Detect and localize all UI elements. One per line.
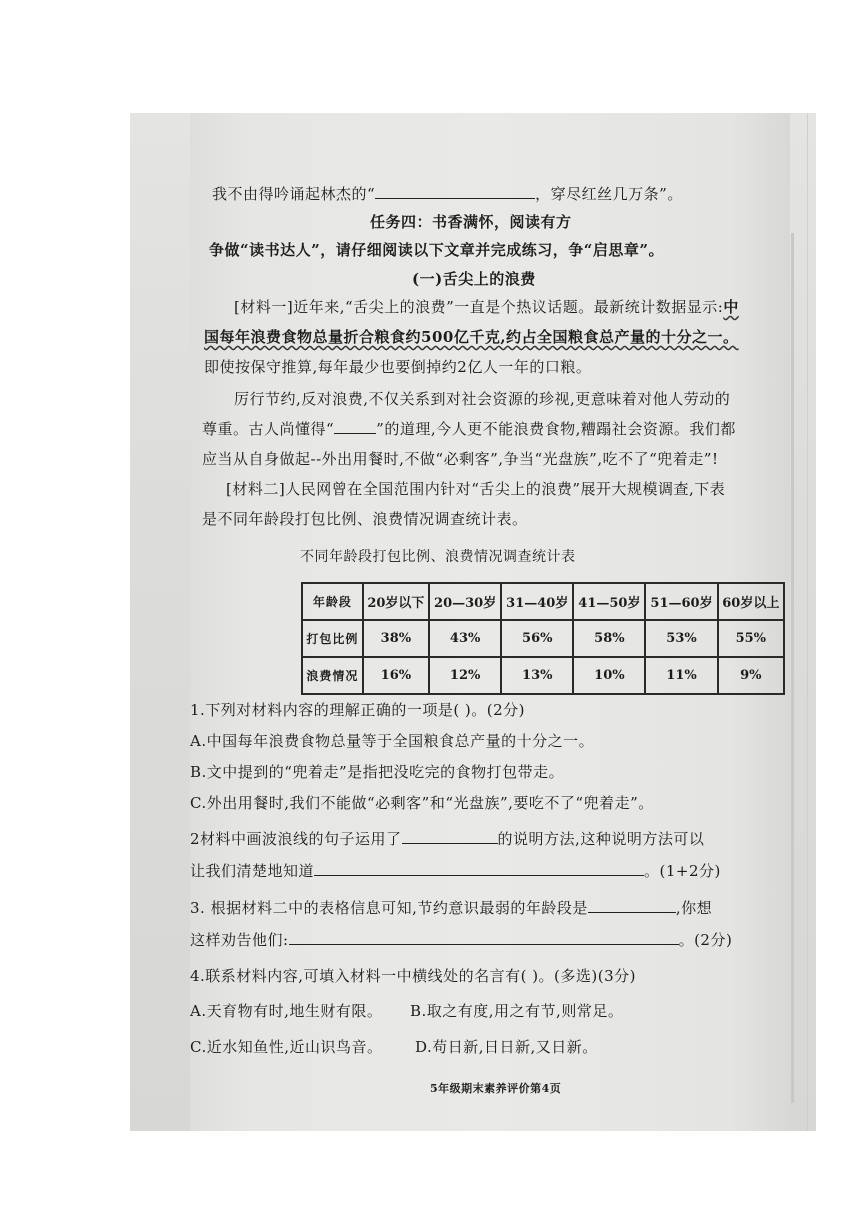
material1-line2-wavy: 国每年浪费食物总量折合粮食约500亿千克,约占全国粮食总产量的十分之一。 [204, 328, 739, 346]
table-caption: 不同年龄段打包比例、浪费情况调查统计表 [300, 549, 576, 565]
q4-option-b[interactable]: B.取之有度,用之有节,则常足。 [410, 1002, 624, 1020]
q1-option-c[interactable]: C.外出用餐时,我们不能做“必剩客”和“光盘族”,要吃不了“兜着走”。 [190, 794, 654, 812]
table-row-label: 打包比例 [302, 620, 363, 657]
task-instruction: 争做“读书达人”，请仔细阅读以下文章并完成练习，争“启思章”。 [209, 241, 665, 259]
material1-line3: 即使按保守推算,每年最少也要倒掉约2亿人一年的口粮。 [204, 358, 592, 376]
table-header-cell: 20岁以下 [363, 583, 429, 620]
para2-line2: 尊重。古人尚懂得“ ”的道理,今人更不能浪费食物,糟蹋社会资源。我们都 [202, 420, 736, 438]
proverb-blank[interactable] [334, 419, 376, 434]
para2-line3: 应当从自身做起--外出用餐时,不做“必剩客”,争当“光盘族”,吃不了“兜着走”! [202, 450, 719, 468]
q1-option-a[interactable]: A.中国每年浪费食物总量等于全国粮食总产量的十分之一。 [190, 732, 595, 750]
table-header-row [302, 583, 784, 620]
table-cell: 10% [573, 657, 645, 694]
poem-line-suffix: ，穿尽红丝几万条”。 [535, 185, 683, 203]
table-cell: 11% [645, 657, 717, 694]
table-row-label: 浪费情况 [302, 657, 363, 694]
photo-background [130, 113, 816, 1131]
q2-answer-blank[interactable] [314, 861, 644, 876]
poem-blank[interactable] [375, 184, 535, 199]
table-cell: 16% [363, 657, 429, 694]
poem-line [212, 184, 683, 204]
paper-edge-shadow [791, 233, 794, 1103]
table-cell: 12% [429, 657, 501, 694]
q1-option-b[interactable]: B.文中提到的“兜着走”是指把没吃完的食物打包带走。 [190, 763, 565, 781]
table-cell: 43% [429, 620, 501, 657]
poem-line-prefix: 我不由得吟诵起林杰的“ [212, 185, 376, 203]
q1-stem: 1.下列对材料内容的理解正确的一项是( )。(2分) [190, 701, 526, 719]
page-footer: 5年级期末素养评价第4页 [430, 1082, 562, 1095]
q3-advice-blank[interactable] [289, 930, 679, 945]
table-header-cell: 年龄段 [302, 583, 363, 620]
para2-line1: 厉行节约,反对浪费,不仅关系到对社会资源的珍视,更意味着对他人劳动的 [234, 390, 731, 408]
q4-option-a[interactable]: A.天育物有时,地生财有限。 [190, 1002, 383, 1020]
table-header-cell: 41—50岁 [573, 583, 645, 620]
table-header-cell: 51—60岁 [645, 583, 717, 620]
paper-edge-line [807, 113, 808, 1131]
table-header-cell: 31—40岁 [501, 583, 573, 620]
material2-line1: [材料二]人民网曾在全国范围内针对“舌尖上的浪费”展开大规模调查,下表 [226, 480, 726, 498]
task-title: 任务四：书香满怀，阅读有方 [370, 213, 572, 231]
section-title: (一)舌尖上的浪费 [412, 270, 536, 288]
table-header-cell: 60岁以上 [718, 583, 784, 620]
material2-line2: 是不同年龄段打包比例、浪费情况调查统计表。 [202, 510, 528, 528]
table-cell: 56% [501, 620, 573, 657]
q2-method-blank[interactable] [402, 829, 498, 844]
q3-age-blank[interactable] [588, 898, 676, 913]
q4-option-d[interactable]: D.苟日新,日日新,又日新。 [415, 1038, 598, 1056]
survey-table [301, 582, 785, 695]
q2-line1: 2材料中画波浪线的句子运用了 的说明方法,这种说明方法可以 [190, 830, 705, 848]
table-cell: 38% [363, 620, 429, 657]
table-cell: 53% [645, 620, 717, 657]
table-cell: 58% [573, 620, 645, 657]
table-row [302, 657, 784, 694]
table-cell: 9% [718, 657, 784, 694]
table-cell: 55% [718, 620, 784, 657]
table-header-cell: 20—30岁 [429, 583, 501, 620]
q2-line2: 让我们清楚地知道 。(1+2分) [190, 862, 721, 880]
q4-option-c[interactable]: C.近水知鱼性,近山识鸟音。 [190, 1038, 383, 1056]
table-row [302, 620, 784, 657]
material1-line1: [材料一]近年来,“舌尖上的浪费”一直是个热议话题。最新统计数据显示:中 [234, 298, 739, 316]
q3-line1: 3. 根据材料二中的表格信息可知,节约意识最弱的年龄段是 ,你想 [190, 899, 713, 917]
q3-line2: 这样劝告他们: 。(2分) [190, 931, 733, 949]
table-cell: 13% [501, 657, 573, 694]
exam-paper [190, 113, 790, 1131]
q4-stem: 4.联系材料内容,可填入材料一中横线处的名言有( )。(多选)(3分) [190, 967, 637, 985]
